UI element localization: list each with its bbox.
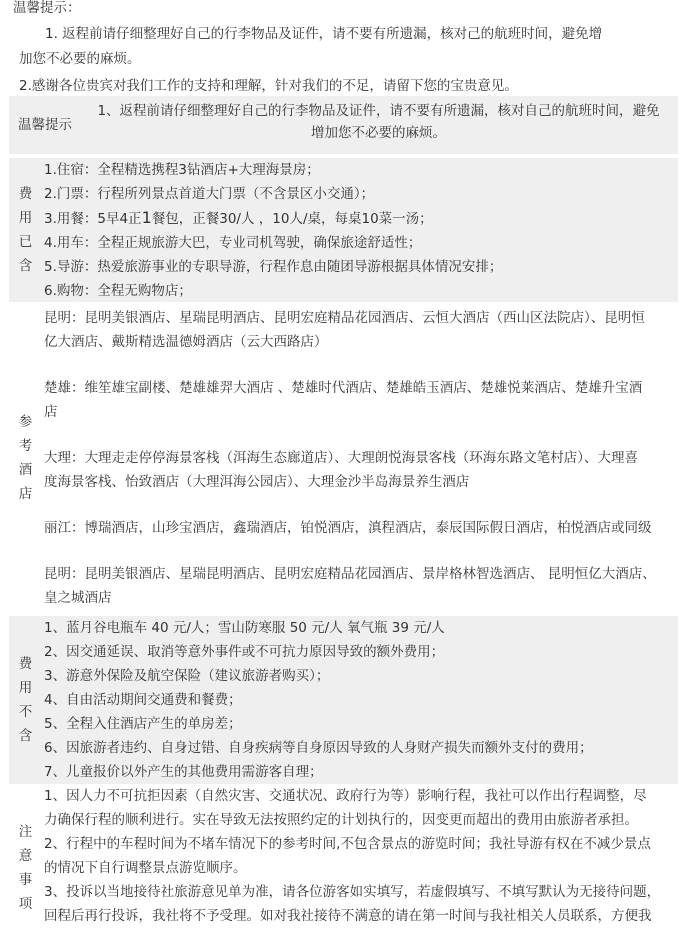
fee-excluded-label-char: 含: [18, 728, 33, 744]
fee-excluded-label-char: 不: [18, 704, 33, 720]
spacer: [44, 540, 674, 562]
fee-excluded-content: [42, 616, 678, 784]
note-1-line-2: 力确保行程的顺利进行。实在导致无法按照约定的计划执行的，因变更而超出的费用由旅游者承担。: [44, 812, 638, 828]
fee-included-content: [42, 158, 678, 303]
fee-included-label: [9, 182, 42, 278]
reference-hotels-content: [42, 306, 678, 610]
fee-excluded-item: 7、儿童报价以外产生的其他费用需游客自理；: [44, 764, 323, 780]
reference-hotels-label-char: 酒: [18, 462, 33, 478]
hotel-chuxiong-line-2: 店: [44, 404, 58, 420]
notes-label-char: 项: [18, 896, 33, 912]
spacer: [44, 494, 674, 516]
notes-row: [9, 784, 678, 934]
hotel-dali-line-1: 大理：大理走走停停海景客栈（洱海生态廊道店）、大理朗悦海景客栈（环海东路文笔村店）、大理喜: [44, 450, 638, 466]
notes-label-char: 意: [18, 848, 33, 864]
note-3-line-2: 回程后再行投诉，我社将不予受理。如对我社接待不满意的请在第一时间与我社相关人员联系，方便我: [44, 908, 652, 924]
fee-excluded-item: 2、因交通延误、取消等意外事件或不可抗力原因导致的额外费用；: [44, 644, 445, 660]
hotel-kunming-line-1: 昆明：昆明美银酒店、星瑞昆明酒店、昆明宏庭精品花园酒店、云恒大酒店（西山区法院店）、昆明恒: [44, 310, 645, 326]
fee-included-row: [9, 158, 678, 302]
tips-line-1: 1、返程前请仔细整理好自己的行李物品及证件，请不要有所遗漏，核对自己的航班时间，避免: [97, 103, 660, 119]
spacer: [44, 354, 674, 376]
intro-item-1-line-1: 1. 返程前请仔细整理好自己的行李物品及证件，请不要有所遗漏，核对己的航班时间，避免增: [45, 26, 603, 42]
fee-excluded-label-char: 用: [18, 680, 33, 696]
intro-item-2: 2.感谢各位贵宾对我们工作的支持和理解，针对我们的不足，请留下您的宝贵意见。: [19, 78, 518, 94]
hotel-chuxiong-line-1: 楚雄：维笙雄宝副楼、楚雄雄羿大酒店 、楚雄时代酒店、楚雄皓玉酒店、楚雄悦莱酒店、楚雄升宝酒: [44, 380, 643, 396]
notes-content: [42, 784, 678, 928]
fee-included-item: 5.导游：热爱旅游事业的专职导游，行程作息由随团导游根据具体情况安排；: [44, 258, 503, 275]
fee-excluded-item: 6、因旅游者违约、自身过错、自身疾病等自身原因导致的人身财产损失而额外支付的费用；: [44, 740, 593, 756]
tips-label: 温馨提示: [18, 117, 72, 133]
fee-included-label-char: 已: [18, 234, 33, 250]
fee-included-item: 4.用车：全程正规旅游大巴，专业司机驾驶，确保旅途舒适性；: [44, 234, 422, 251]
fee-excluded-item: 1、蓝月谷电瓶车 40 元/人；雪山防寒服 50 元/人 氧气瓶 39 元/人: [44, 620, 445, 636]
fee-included-item: 2.门票：行程所列景点首道大门票（不含景区小交通）；: [44, 185, 375, 202]
notes-label-char: 注: [18, 824, 33, 840]
note-2-line-2: 的情况下自行调整景点游览顺序。: [44, 860, 247, 876]
hotel-kunming-2-line-1: 昆明：昆明美银酒店、星瑞昆明酒店、昆明宏庭精品花园酒店、景岸格林智选酒店、 昆明恒亿大酒店、: [44, 566, 656, 582]
fee-included-label-char: 用: [18, 210, 33, 226]
fee-excluded-item: 5、全程入住酒店产生的单房差；: [44, 716, 242, 732]
itinerary-info-table: [9, 96, 678, 934]
reference-hotels-label-char: 考: [18, 438, 33, 454]
reference-hotels-label-char: 店: [18, 486, 33, 502]
fee-excluded-label: [9, 652, 42, 748]
intro-item-1-line-2: 加您不必要的麻烦。: [19, 51, 141, 67]
hotel-kunming-line-2: 亿大酒店、戴斯精选温德姆酒店（云大西路店）: [44, 334, 328, 350]
note-1-line-1: 1、因人力不可抗拒因素（自然灾害、交通状况、政府行为等）影响行程，我社可以作出行程调整，尽: [44, 788, 647, 804]
spacer: [44, 424, 674, 446]
notes-label-char: 事: [18, 872, 33, 888]
fee-excluded-item: 4、自由活动期间交通费和餐费；: [44, 692, 242, 708]
hotel-lijiang: 丽江：博瑞酒店，山珍宝酒店，鑫瑞酒店，铂悦酒店，滇程酒店，泰辰国际假日酒店，柏悦酒店或同级: [44, 520, 652, 536]
fee-included-item: 3.用餐：5早4正1餐包，正餐30/人 ，10人/桌，每桌10菜一汤；: [44, 207, 433, 227]
reference-hotels-row: [9, 302, 678, 614]
notes-label: [9, 784, 42, 916]
fee-excluded-label-char: 费: [18, 656, 33, 672]
fee-included-label-char: 含: [18, 258, 33, 274]
fee-excluded-row: [9, 616, 678, 784]
tips-row: [9, 96, 678, 154]
intro-title: 温馨提示：: [13, 0, 81, 16]
fee-included-item: 1.住宿：全程精选携程3钻酒店+大理海景房；: [44, 161, 320, 178]
fee-excluded-item: 3、游意外保险及航空保险（建议旅游者购买）；: [44, 668, 330, 684]
reference-hotels-label-char: 参: [18, 414, 33, 430]
reference-hotels-label: [9, 410, 42, 506]
tips-content: [81, 96, 678, 154]
fee-included-item: 6.购物：全程无购物店；: [44, 282, 192, 299]
tips-line-2: 增加您不必要的麻烦。: [311, 125, 446, 141]
hotel-kunming-2-line-2: 皇之城酒店: [44, 590, 112, 606]
note-3-line-1: 3、投诉以当地接待社旅游意见单为准，请各位游客如实填写，若虚假填写、不填写默认为无接待问题，: [44, 884, 661, 900]
note-2-line-1: 2、行程中的车程时间为不堵车情况下的参考时间,不包含景点的游览时间；我社导游有权在不减少景点: [44, 836, 651, 852]
fee-included-label-char: 费: [18, 186, 33, 202]
hotel-dali-line-2: 度海景客栈、怡致酒店（大理洱海公园店）、大理金沙半岛海景养生酒店: [44, 474, 470, 490]
